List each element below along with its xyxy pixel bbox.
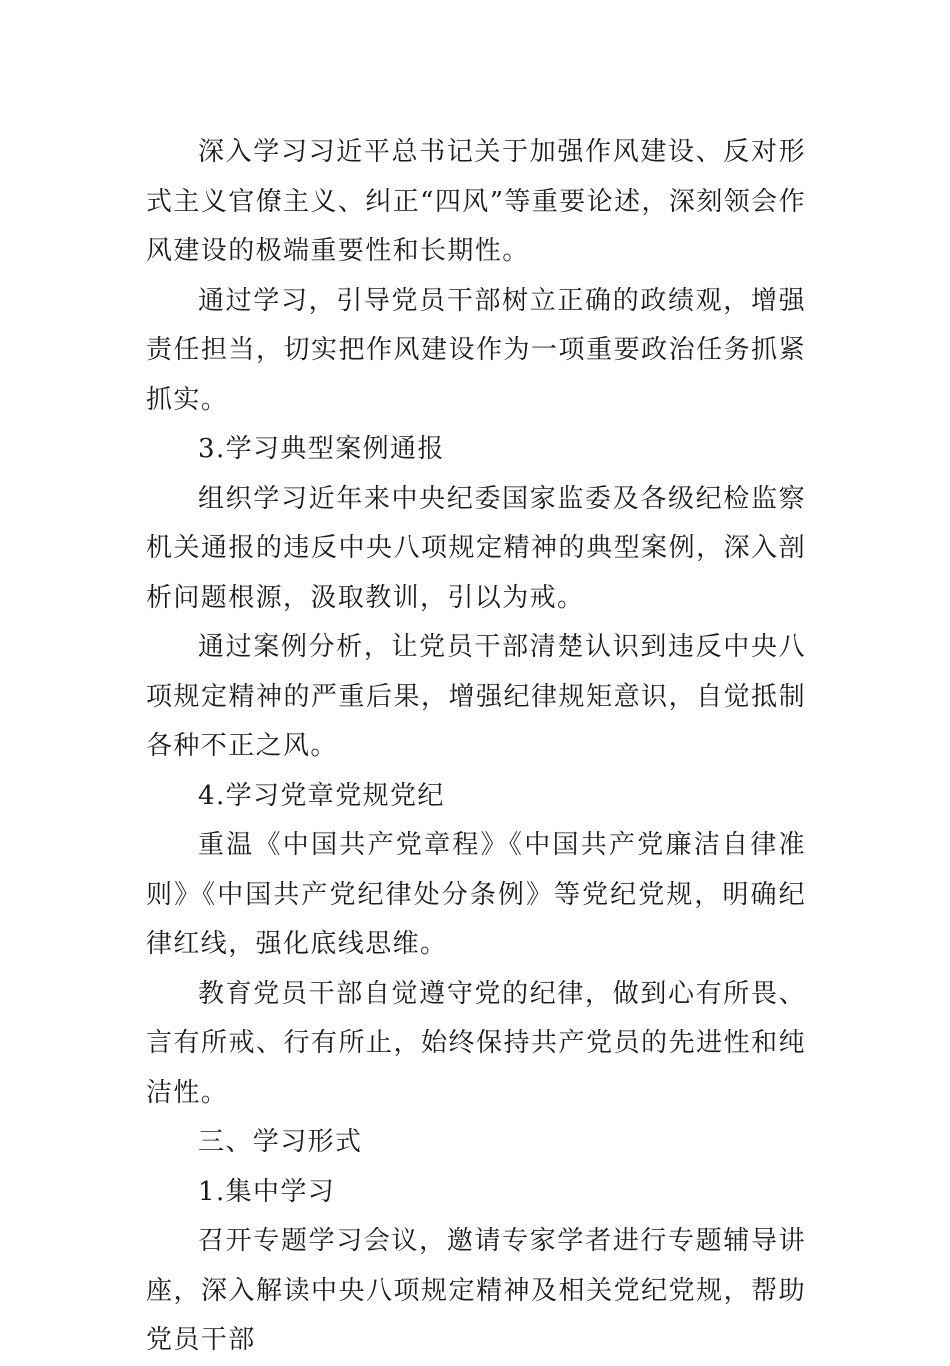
paragraph-case-study: 组织学习近年来中央纪委国家监委及各级纪检监察机关通报的违反中央八项规定精神的典型案例，深入剖析问题根源，汲取教训，引以为戒。	[146, 483, 806, 613]
heading-case-reports: 3.学习典型案例通报	[198, 434, 445, 464]
heading-study-forms: 三、学习形式	[198, 1127, 363, 1157]
paragraph-study-purpose: 通过学习，引导党员干部树立正确的政绩观，增强责任担当，切实把作风建设作为一项重要政治任务抓紧抓实。	[146, 285, 806, 415]
paragraph-educate-members: 教育党员干部自觉遵守党的纪律，做到心有所畏、言有所戒、行有所止，始终保持共产党员的先进性和纯洁性。	[146, 978, 806, 1108]
heading-party-rules: 4.学习党章党规党纪	[198, 780, 445, 811]
paragraph-case-analysis: 通过案例分析，让党员干部清楚认识到违反中央八项规定精神的严重后果，增强纪律规矩意识，自觉抵制各种不正之风。	[146, 632, 806, 761]
document-body	[146, 128, 806, 1366]
paragraph-study-speeches: 深入学习习近平总书记关于加强作风建设、反对形式主义官僚主义、纠正“四风”等重要论述，深刻领会作风建设的极端重要性和长期性。	[146, 137, 806, 266]
paragraph-review-rules: 重温《中国共产党章程》《中国共产党廉洁自律准则》《中国共产党纪律处分条例》等党纪党规，明确纪律红线，强化底线思维。	[146, 830, 806, 959]
paragraph-study-meeting: 召开专题学习会议，邀请专家学者进行专题辅导讲座，深入解读中央八项规定精神及相关党纪党规，帮助党员干部	[146, 1226, 806, 1355]
heading-centralized-study: 1.集中学习	[198, 1176, 336, 1207]
